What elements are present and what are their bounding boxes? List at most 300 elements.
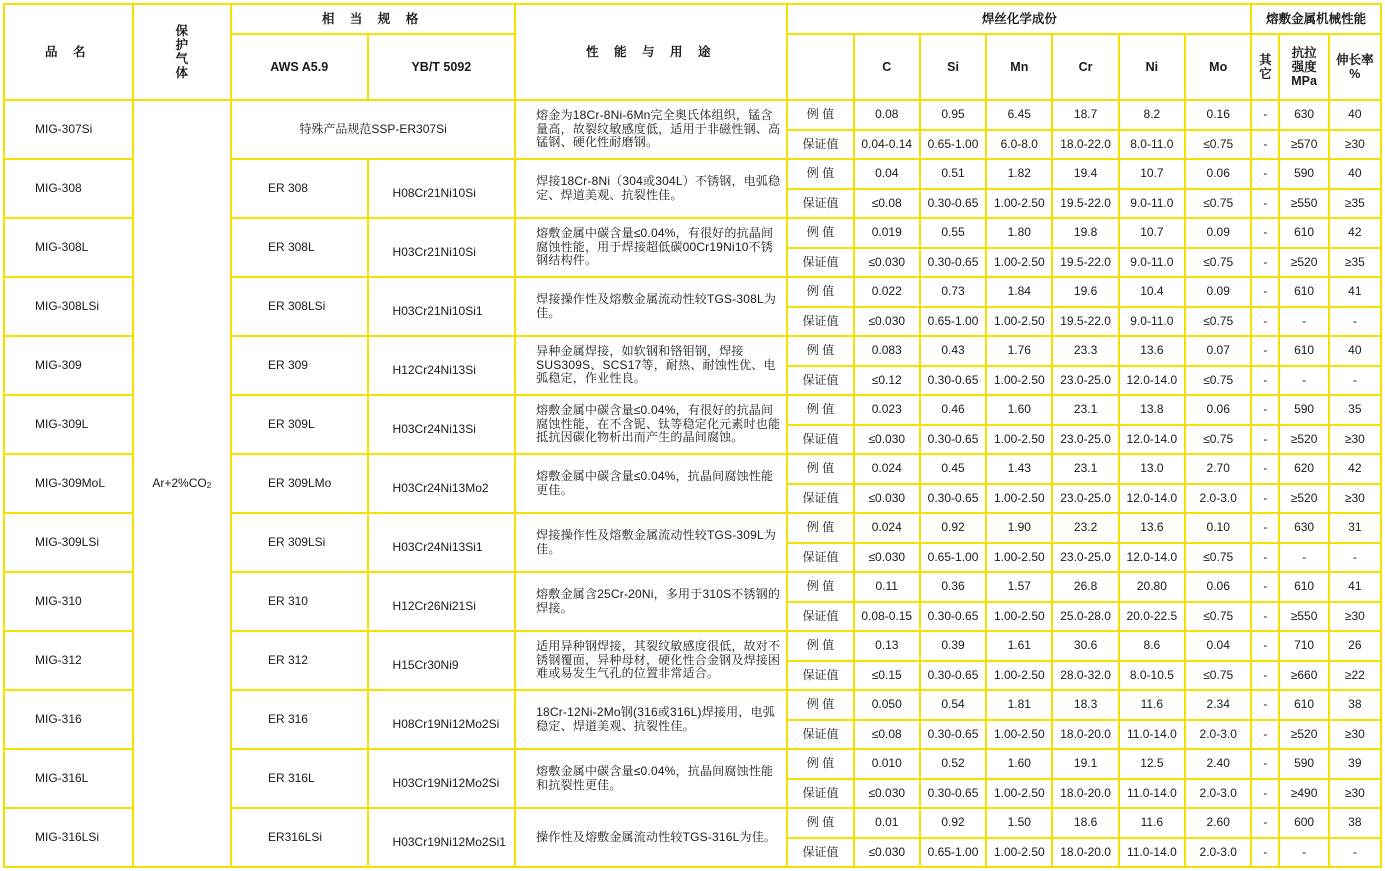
product-name: MIG-309 <box>4 336 133 395</box>
example-other: - <box>1251 454 1279 484</box>
guarantee-si: 0.30-0.65 <box>920 189 986 219</box>
guarantee-mn: 1.00-2.50 <box>986 543 1052 573</box>
example-mn: 1.60 <box>986 749 1052 779</box>
example-si: 0.51 <box>920 159 986 189</box>
guarantee-cr: 28.0-32.0 <box>1052 661 1118 691</box>
example-ni: 10.4 <box>1119 277 1185 307</box>
row-kind-guarantee: 保证值 <box>787 130 853 160</box>
example-mo: 2.60 <box>1185 808 1251 838</box>
usage-description: 熔金为18Cr-8Ni-6Mn完全奥氏体组织，锰含量高，故裂纹敏感度低，适用于非磁性钢、高锰钢、硬化性耐磨钢。 <box>515 100 787 159</box>
example-cr: 30.6 <box>1052 631 1118 661</box>
example-mo: 0.06 <box>1185 572 1251 602</box>
guarantee-si: 0.30-0.65 <box>920 779 986 809</box>
guarantee-mn: 1.00-2.50 <box>986 661 1052 691</box>
example-ni: 13.6 <box>1119 513 1185 543</box>
guarantee-other: - <box>1251 307 1279 337</box>
guarantee-ni: 9.0-11.0 <box>1119 189 1185 219</box>
guarantee-c: ≤0.08 <box>854 189 920 219</box>
guarantee-mn: 6.0-8.0 <box>986 130 1052 160</box>
yb-spec: H03Cr24Ni13Mo2 <box>368 454 516 513</box>
guarantee-mn: 1.00-2.50 <box>986 366 1052 396</box>
example-ts: 710 <box>1279 631 1328 661</box>
row-kind-example: 例 值 <box>787 395 853 425</box>
product-name: MIG-308L <box>4 218 133 277</box>
example-ni: 10.7 <box>1119 218 1185 248</box>
example-other: - <box>1251 690 1279 720</box>
header-mechanical: 熔敷金属机械性能 <box>1251 4 1381 34</box>
example-ts: 600 <box>1279 808 1328 838</box>
guarantee-ni: 12.0-14.0 <box>1119 425 1185 455</box>
guarantee-mn: 1.00-2.50 <box>986 425 1052 455</box>
example-other: - <box>1251 572 1279 602</box>
guarantee-c: ≤0.030 <box>854 307 920 337</box>
table-body <box>4 100 1381 867</box>
example-si: 0.73 <box>920 277 986 307</box>
example-cr: 26.8 <box>1052 572 1118 602</box>
row-kind-guarantee: 保证值 <box>787 838 853 868</box>
guarantee-c: ≤0.12 <box>854 366 920 396</box>
example-other: - <box>1251 395 1279 425</box>
guarantee-ni: 12.0-14.0 <box>1119 484 1185 514</box>
guarantee-cr: 18.0-20.0 <box>1052 720 1118 750</box>
guarantee-mo: 2.0-3.0 <box>1185 779 1251 809</box>
guarantee-ts: ≥490 <box>1279 779 1328 809</box>
product-name: MIG-316L <box>4 749 133 808</box>
guarantee-si: 0.30-0.65 <box>920 720 986 750</box>
example-cr: 18.3 <box>1052 690 1118 720</box>
example-ts: 610 <box>1279 218 1328 248</box>
aws-spec: ER 309L <box>231 395 368 454</box>
guarantee-cr: 18.0-20.0 <box>1052 838 1118 868</box>
guarantee-other: - <box>1251 130 1279 160</box>
example-other: - <box>1251 277 1279 307</box>
example-ts: 610 <box>1279 572 1328 602</box>
yb-spec: H03Cr24Ni13Si <box>368 395 516 454</box>
guarantee-el: ≥30 <box>1329 484 1381 514</box>
example-cr: 23.1 <box>1052 454 1118 484</box>
aws-spec: ER 316L <box>231 749 368 808</box>
guarantee-el: ≥30 <box>1329 602 1381 632</box>
guarantee-other: - <box>1251 248 1279 278</box>
guarantee-ts: - <box>1279 543 1328 573</box>
example-si: 0.55 <box>920 218 986 248</box>
aws-spec: ER 312 <box>231 631 368 690</box>
guarantee-mn: 1.00-2.50 <box>986 307 1052 337</box>
header-cr: Cr <box>1052 34 1118 100</box>
guarantee-mn: 1.00-2.50 <box>986 484 1052 514</box>
guarantee-mn: 1.00-2.50 <box>986 838 1052 868</box>
row-kind-guarantee: 保证值 <box>787 425 853 455</box>
row-kind-guarantee: 保证值 <box>787 602 853 632</box>
yb-spec: H03Cr21Ni10Si1 <box>368 277 516 336</box>
example-el: 42 <box>1329 454 1381 484</box>
example-mn: 1.80 <box>986 218 1052 248</box>
product-name: MIG-309LSi <box>4 513 133 572</box>
example-c: 0.11 <box>854 572 920 602</box>
guarantee-cr: 18.0-22.0 <box>1052 130 1118 160</box>
aws-spec: ER 309 <box>231 336 368 395</box>
row-kind-example: 例 值 <box>787 690 853 720</box>
aws-spec: ER 308L <box>231 218 368 277</box>
usage-description: 熔敷金属中碳含量≤0.04%，抗晶间腐蚀性能和抗裂性更佳。 <box>515 749 787 808</box>
guarantee-ts: - <box>1279 838 1328 868</box>
product-name: MIG-316LSi <box>4 808 133 867</box>
guarantee-c: ≤0.15 <box>854 661 920 691</box>
header-elongation: 伸长率 % <box>1329 34 1381 100</box>
example-el: 41 <box>1329 277 1381 307</box>
product-name: MIG-312 <box>4 631 133 690</box>
row-kind-example: 例 值 <box>787 513 853 543</box>
usage-description: 熔敷金属中碳含量≤0.04%，有很好的抗晶间腐蚀性能，用于焊接超低碳00Cr19Ni10不锈钢结构件。 <box>515 218 787 277</box>
example-mo: 0.16 <box>1185 100 1251 130</box>
guarantee-si: 0.65-1.00 <box>920 838 986 868</box>
example-mo: 2.40 <box>1185 749 1251 779</box>
example-si: 0.92 <box>920 513 986 543</box>
guarantee-mo: ≤0.75 <box>1185 543 1251 573</box>
row-kind-example: 例 值 <box>787 631 853 661</box>
guarantee-cr: 23.0-25.0 <box>1052 366 1118 396</box>
guarantee-ts: ≥520 <box>1279 720 1328 750</box>
guarantee-el: - <box>1329 838 1381 868</box>
header-ni: Ni <box>1119 34 1185 100</box>
example-mn: 1.60 <box>986 395 1052 425</box>
guarantee-si: 0.65-1.00 <box>920 130 986 160</box>
guarantee-mo: ≤0.75 <box>1185 248 1251 278</box>
example-c: 0.04 <box>854 159 920 189</box>
guarantee-cr: 23.0-25.0 <box>1052 543 1118 573</box>
product-name: MIG-308LSi <box>4 277 133 336</box>
example-ni: 13.0 <box>1119 454 1185 484</box>
header-product-name: 品 名 <box>4 4 133 100</box>
example-cr: 19.6 <box>1052 277 1118 307</box>
usage-description: 焊接操作性及熔敷金属流动性较TGS-308L为佳。 <box>515 277 787 336</box>
row-kind-guarantee: 保证值 <box>787 189 853 219</box>
guarantee-other: - <box>1251 543 1279 573</box>
row-kind-example: 例 值 <box>787 336 853 366</box>
row-kind-guarantee: 保证值 <box>787 720 853 750</box>
guarantee-ni: 11.0-14.0 <box>1119 838 1185 868</box>
wire-spec-table <box>3 3 1382 868</box>
guarantee-ni: 11.0-14.0 <box>1119 779 1185 809</box>
example-el: 40 <box>1329 336 1381 366</box>
guarantee-c: ≤0.030 <box>854 484 920 514</box>
example-c: 0.08 <box>854 100 920 130</box>
guarantee-el: ≥30 <box>1329 720 1381 750</box>
example-mn: 1.90 <box>986 513 1052 543</box>
aws-spec: ER 316 <box>231 690 368 749</box>
guarantee-mn: 1.00-2.50 <box>986 720 1052 750</box>
product-name: MIG-309MoL <box>4 454 133 513</box>
guarantee-c: ≤0.030 <box>854 779 920 809</box>
yb-spec: H08Cr21Ni10Si <box>368 159 516 218</box>
header-other: 其 它 <box>1251 34 1279 100</box>
guarantee-ts: ≥550 <box>1279 189 1328 219</box>
example-ni: 11.6 <box>1119 690 1185 720</box>
row-kind-example: 例 值 <box>787 572 853 602</box>
example-ni: 13.6 <box>1119 336 1185 366</box>
example-ts: 610 <box>1279 277 1328 307</box>
product-name: MIG-316 <box>4 690 133 749</box>
guarantee-mn: 1.00-2.50 <box>986 248 1052 278</box>
guarantee-other: - <box>1251 366 1279 396</box>
guarantee-el: ≥22 <box>1329 661 1381 691</box>
guarantee-ni: 12.0-14.0 <box>1119 543 1185 573</box>
example-other: - <box>1251 513 1279 543</box>
guarantee-mo: ≤0.75 <box>1185 661 1251 691</box>
product-name: MIG-310 <box>4 572 133 631</box>
example-si: 0.52 <box>920 749 986 779</box>
guarantee-cr: 25.0-28.0 <box>1052 602 1118 632</box>
usage-description: 焊接18Cr-8Ni（304或304L）不锈钢，电弧稳定、焊道美观、抗裂性佳。 <box>515 159 787 218</box>
example-cr: 19.1 <box>1052 749 1118 779</box>
example-mn: 1.61 <box>986 631 1052 661</box>
guarantee-ts: ≥660 <box>1279 661 1328 691</box>
example-si: 0.46 <box>920 395 986 425</box>
example-mo: 0.10 <box>1185 513 1251 543</box>
example-ts: 610 <box>1279 336 1328 366</box>
example-c: 0.13 <box>854 631 920 661</box>
usage-description: 熔敷金属中碳含量≤0.04%，抗晶间腐蚀性能更佳。 <box>515 454 787 513</box>
example-el: 40 <box>1329 159 1381 189</box>
example-cr: 19.8 <box>1052 218 1118 248</box>
guarantee-el: - <box>1329 366 1381 396</box>
example-si: 0.95 <box>920 100 986 130</box>
aws-spec: ER 309LSi <box>231 513 368 572</box>
example-el: 42 <box>1329 218 1381 248</box>
example-other: - <box>1251 159 1279 189</box>
header-mn: Mn <box>986 34 1052 100</box>
usage-description: 18Cr-12Ni-2Mo钢(316或316L)焊接用，电弧稳定、焊道美观、抗裂性佳。 <box>515 690 787 749</box>
usage-description: 熔敷金属中碳含量≤0.04%，有很好的抗晶间腐蚀性能，在不含铌、钛等稳定化元素时也能抵抗因碳化物析出而产生的晶间腐蚀。 <box>515 395 787 454</box>
row-kind-guarantee: 保证值 <box>787 366 853 396</box>
example-ts: 610 <box>1279 690 1328 720</box>
aws-spec: ER 310 <box>231 572 368 631</box>
yb-spec: H03Cr24Ni13Si1 <box>368 513 516 572</box>
guarantee-other: - <box>1251 189 1279 219</box>
example-mo: 0.06 <box>1185 159 1251 189</box>
header-tensile: 抗拉 强度 MPa <box>1279 34 1328 100</box>
guarantee-cr: 19.5-22.0 <box>1052 189 1118 219</box>
row-kind-guarantee: 保证值 <box>787 307 853 337</box>
guarantee-ts: - <box>1279 366 1328 396</box>
example-el: 31 <box>1329 513 1381 543</box>
example-mn: 1.50 <box>986 808 1052 838</box>
guarantee-el: ≥35 <box>1329 189 1381 219</box>
example-ni: 10.7 <box>1119 159 1185 189</box>
example-cr: 23.3 <box>1052 336 1118 366</box>
example-c: 0.024 <box>854 454 920 484</box>
example-cr: 19.4 <box>1052 159 1118 189</box>
usage-description: 异种金属焊接，如软钢和铬钼钢，焊接SUS309S、SCS17等，耐热、耐蚀性优、电弧稳定，作业性良。 <box>515 336 787 395</box>
example-c: 0.050 <box>854 690 920 720</box>
guarantee-ni: 9.0-11.0 <box>1119 307 1185 337</box>
guarantee-other: - <box>1251 779 1279 809</box>
example-el: 39 <box>1329 749 1381 779</box>
guarantee-si: 0.65-1.00 <box>920 543 986 573</box>
guarantee-mo: 2.0-3.0 <box>1185 720 1251 750</box>
guarantee-ts: ≥550 <box>1279 602 1328 632</box>
example-si: 0.43 <box>920 336 986 366</box>
example-mn: 1.57 <box>986 572 1052 602</box>
row-kind-guarantee: 保证值 <box>787 543 853 573</box>
example-el: 35 <box>1329 395 1381 425</box>
guarantee-mn: 1.00-2.50 <box>986 779 1052 809</box>
guarantee-mn: 1.00-2.50 <box>986 189 1052 219</box>
yb-spec: H15Cr30Ni9 <box>368 631 516 690</box>
guarantee-c: ≤0.030 <box>854 425 920 455</box>
guarantee-c: 0.08-0.15 <box>854 602 920 632</box>
guarantee-mo: 2.0-3.0 <box>1185 838 1251 868</box>
example-ni: 8.2 <box>1119 100 1185 130</box>
guarantee-el: - <box>1329 307 1381 337</box>
example-el: 38 <box>1329 690 1381 720</box>
guarantee-ni: 12.0-14.0 <box>1119 366 1185 396</box>
usage-description: 操作性及熔敷金属流动性较TGS-316L为佳。 <box>515 808 787 867</box>
example-other: - <box>1251 336 1279 366</box>
example-ni: 20.80 <box>1119 572 1185 602</box>
example-mn: 6.45 <box>986 100 1052 130</box>
guarantee-mo: ≤0.75 <box>1185 307 1251 337</box>
header-chemistry: 焊丝化学成份 <box>787 4 1251 34</box>
example-other: - <box>1251 808 1279 838</box>
guarantee-mo: 2.0-3.0 <box>1185 484 1251 514</box>
special-spec: 特殊产品规范SSP-ER307Si <box>231 100 515 159</box>
guarantee-cr: 19.5-22.0 <box>1052 248 1118 278</box>
guarantee-si: 0.30-0.65 <box>920 661 986 691</box>
shield-gas-value: Ar+2%CO2 <box>152 475 212 490</box>
example-mo: 0.04 <box>1185 631 1251 661</box>
guarantee-ni: 9.0-11.0 <box>1119 248 1185 278</box>
guarantee-si: 0.30-0.65 <box>920 602 986 632</box>
example-ni: 8.6 <box>1119 631 1185 661</box>
guarantee-other: - <box>1251 484 1279 514</box>
example-mo: 2.70 <box>1185 454 1251 484</box>
guarantee-mo: ≤0.75 <box>1185 189 1251 219</box>
guarantee-other: - <box>1251 661 1279 691</box>
example-ts: 590 <box>1279 395 1328 425</box>
product-name: MIG-309L <box>4 395 133 454</box>
guarantee-other: - <box>1251 602 1279 632</box>
example-other: - <box>1251 100 1279 130</box>
example-el: 41 <box>1329 572 1381 602</box>
guarantee-el: ≥30 <box>1329 779 1381 809</box>
row-kind-example: 例 值 <box>787 277 853 307</box>
example-ts: 630 <box>1279 100 1328 130</box>
example-mo: 0.07 <box>1185 336 1251 366</box>
example-c: 0.010 <box>854 749 920 779</box>
example-mn: 1.76 <box>986 336 1052 366</box>
product-name: MIG-308 <box>4 159 133 218</box>
guarantee-mo: ≤0.75 <box>1185 366 1251 396</box>
guarantee-ts: ≥570 <box>1279 130 1328 160</box>
header-si: Si <box>920 34 986 100</box>
example-c: 0.019 <box>854 218 920 248</box>
example-si: 0.92 <box>920 808 986 838</box>
guarantee-mo: ≤0.75 <box>1185 602 1251 632</box>
guarantee-ni: 11.0-14.0 <box>1119 720 1185 750</box>
guarantee-c: ≤0.030 <box>854 838 920 868</box>
header-mo: Mo <box>1185 34 1251 100</box>
guarantee-ts: - <box>1279 307 1328 337</box>
example-si: 0.39 <box>920 631 986 661</box>
yb-spec: H12Cr26Ni21Si <box>368 572 516 631</box>
example-cr: 23.2 <box>1052 513 1118 543</box>
row-kind-example: 例 值 <box>787 218 853 248</box>
example-ni: 12.5 <box>1119 749 1185 779</box>
guarantee-si: 0.30-0.65 <box>920 366 986 396</box>
guarantee-mo: ≤0.75 <box>1185 425 1251 455</box>
row-kind-example: 例 值 <box>787 749 853 779</box>
example-cr: 23.1 <box>1052 395 1118 425</box>
example-mn: 1.81 <box>986 690 1052 720</box>
example-mn: 1.43 <box>986 454 1052 484</box>
shield-gas-cell <box>133 100 231 867</box>
guarantee-other: - <box>1251 425 1279 455</box>
row-kind-guarantee: 保证值 <box>787 248 853 278</box>
table-row <box>4 100 1381 130</box>
product-name: MIG-307Si <box>4 100 133 159</box>
usage-description: 熔敷金属含25Cr-20Ni，多用于310S不锈钢的焊接。 <box>515 572 787 631</box>
guarantee-cr: 19.5-22.0 <box>1052 307 1118 337</box>
example-c: 0.083 <box>854 336 920 366</box>
example-cr: 18.7 <box>1052 100 1118 130</box>
header-c: C <box>854 34 920 100</box>
example-c: 0.022 <box>854 277 920 307</box>
example-el: 26 <box>1329 631 1381 661</box>
example-other: - <box>1251 749 1279 779</box>
guarantee-el: ≥30 <box>1329 130 1381 160</box>
aws-spec: ER 309LMo <box>231 454 368 513</box>
guarantee-si: 0.65-1.00 <box>920 307 986 337</box>
row-kind-example: 例 值 <box>787 100 853 130</box>
example-mn: 1.84 <box>986 277 1052 307</box>
guarantee-cr: 18.0-20.0 <box>1052 779 1118 809</box>
example-el: 38 <box>1329 808 1381 838</box>
yb-spec: H12Cr24Ni13Si <box>368 336 516 395</box>
guarantee-ts: ≥520 <box>1279 484 1328 514</box>
row-kind-guarantee: 保证值 <box>787 661 853 691</box>
guarantee-el: - <box>1329 543 1381 573</box>
guarantee-ni: 8.0-11.0 <box>1119 130 1185 160</box>
guarantee-mn: 1.00-2.50 <box>986 602 1052 632</box>
header-equivalent-spec: 相 当 规 格 <box>231 4 515 34</box>
example-si: 0.36 <box>920 572 986 602</box>
usage-description: 适用异种钢焊接，其裂纹敏感度很低，故对不锈钢覆面，异种母材，硬化性合金钢及焊接困难或易发生气孔的位置非常适合。 <box>515 631 787 690</box>
example-other: - <box>1251 631 1279 661</box>
example-si: 0.45 <box>920 454 986 484</box>
example-cr: 18.6 <box>1052 808 1118 838</box>
yb-spec: H03Cr19Ni12Mo2Si <box>368 749 516 808</box>
guarantee-ts: ≥520 <box>1279 248 1328 278</box>
guarantee-el: ≥35 <box>1329 248 1381 278</box>
example-ni: 13.8 <box>1119 395 1185 425</box>
guarantee-c: ≤0.08 <box>854 720 920 750</box>
example-mo: 2.34 <box>1185 690 1251 720</box>
header-aws: AWS A5.9 <box>231 34 368 100</box>
header-row-kind <box>787 34 853 100</box>
aws-spec: ER 308 <box>231 159 368 218</box>
example-c: 0.023 <box>854 395 920 425</box>
example-mn: 1.82 <box>986 159 1052 189</box>
usage-description: 焊接操作性及熔敷金属流动性较TGS-309L为佳。 <box>515 513 787 572</box>
guarantee-si: 0.30-0.65 <box>920 248 986 278</box>
guarantee-ts: ≥520 <box>1279 425 1328 455</box>
guarantee-c: 0.04-0.14 <box>854 130 920 160</box>
example-mo: 0.06 <box>1185 395 1251 425</box>
header-shield-gas: 保 护 气 体 <box>133 4 231 100</box>
example-ni: 11.6 <box>1119 808 1185 838</box>
example-c: 0.024 <box>854 513 920 543</box>
